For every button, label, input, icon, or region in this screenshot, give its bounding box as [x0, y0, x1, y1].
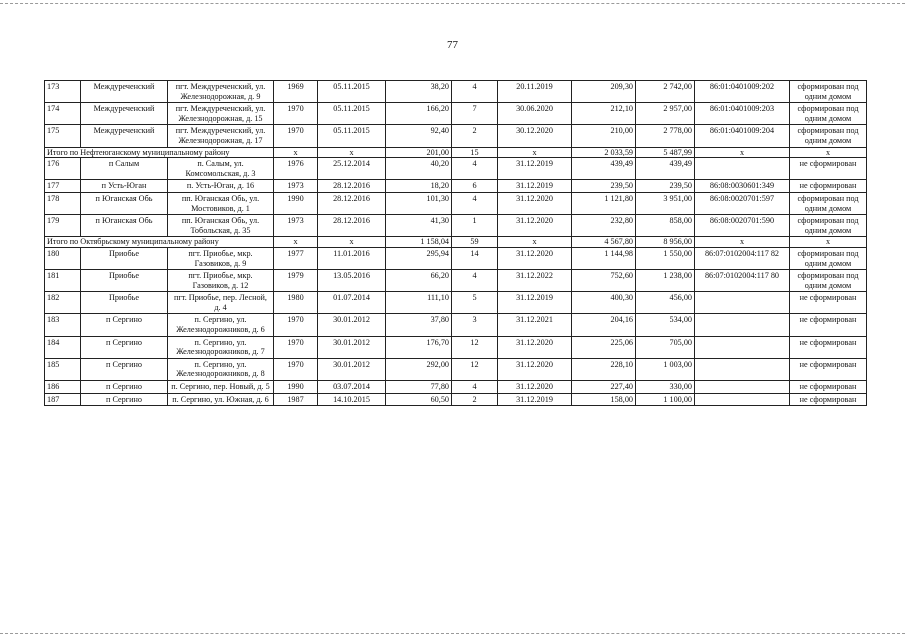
- table-cell: 6: [452, 180, 498, 193]
- table-cell: 177: [45, 180, 81, 193]
- table-row: [45, 381, 867, 394]
- table-row: [45, 81, 867, 103]
- table-cell: 225,06: [572, 336, 636, 358]
- table-cell: 179: [45, 215, 81, 237]
- table-cell: 175: [45, 125, 81, 147]
- table-cell: не сформирован: [790, 180, 867, 193]
- table-cell: 111,10: [386, 292, 452, 314]
- scan-edge-top: [0, 3, 905, 5]
- table-cell: не сформирован: [790, 381, 867, 394]
- table-cell: 31.12.2021: [498, 314, 572, 336]
- table-row: [45, 247, 867, 269]
- table-cell: 292,00: [386, 358, 452, 380]
- table-row: [45, 270, 867, 292]
- table-row: [45, 103, 867, 125]
- table-cell: [695, 358, 790, 380]
- table-cell: 1 238,00: [636, 270, 695, 292]
- table-cell: 180: [45, 247, 81, 269]
- table-cell: [695, 158, 790, 180]
- table-cell: [695, 336, 790, 358]
- table-cell: 30.01.2012: [318, 336, 386, 358]
- table-cell: 31.12.2020: [498, 336, 572, 358]
- table-cell: 86:08:0020701:590: [695, 215, 790, 237]
- table-cell: 295,94: [386, 247, 452, 269]
- table-cell: 534,00: [636, 314, 695, 336]
- table-cell: 1973: [274, 180, 318, 193]
- table-row: [45, 393, 867, 406]
- table-cell: 92,40: [386, 125, 452, 147]
- table-cell: 31.12.2022: [498, 270, 572, 292]
- table-cell: 2: [452, 393, 498, 406]
- subtotal-cell: х: [695, 147, 790, 158]
- table-cell: 12: [452, 358, 498, 380]
- table-cell: [695, 314, 790, 336]
- table-row: [45, 358, 867, 380]
- table-cell: 187: [45, 393, 81, 406]
- table-cell: 28.12.2016: [318, 192, 386, 214]
- table-cell: Приобье: [81, 270, 168, 292]
- table-cell: п Сергино: [81, 314, 168, 336]
- table-cell: 176: [45, 158, 81, 180]
- table-cell: 101,30: [386, 192, 452, 214]
- housing-register-table: [44, 80, 867, 406]
- table-cell: 4: [452, 381, 498, 394]
- subtotal-cell: х: [318, 237, 386, 248]
- table-cell: 86:01:0401009:203: [695, 103, 790, 125]
- subtotal-label: Итого по Октябрьскому муниципальному району: [45, 237, 274, 248]
- table-cell: не сформирован: [790, 358, 867, 380]
- table-cell: 858,00: [636, 215, 695, 237]
- subtotal-cell: 59: [452, 237, 498, 248]
- table-cell: сформирован под одним домом: [790, 192, 867, 214]
- table-cell: 2: [452, 125, 498, 147]
- table-cell: 86:01:0401009:202: [695, 81, 790, 103]
- table-cell: п Сергино: [81, 336, 168, 358]
- table-cell: 1 121,80: [572, 192, 636, 214]
- table-cell: 4: [452, 158, 498, 180]
- table-cell: 173: [45, 81, 81, 103]
- table-cell: 86:07:0102004:117 80: [695, 270, 790, 292]
- table-cell: 1970: [274, 314, 318, 336]
- table-cell: 31.12.2019: [498, 393, 572, 406]
- table-cell: п Юганская Обь: [81, 192, 168, 214]
- table-cell: 239,50: [572, 180, 636, 193]
- subtotal-cell: х: [695, 237, 790, 248]
- table-cell: 4: [452, 81, 498, 103]
- scan-edge-bottom: [0, 633, 905, 635]
- table-cell: 14: [452, 247, 498, 269]
- table-row: [45, 125, 867, 147]
- table-cell: 439,49: [572, 158, 636, 180]
- subtotal-cell: 4 567,80: [572, 237, 636, 248]
- table-cell: 3: [452, 314, 498, 336]
- subtotal-cell: х: [498, 147, 572, 158]
- table-row: [45, 215, 867, 237]
- table-cell: сформирован под одним домом: [790, 247, 867, 269]
- subtotal-cell: х: [790, 147, 867, 158]
- table-cell: 184: [45, 336, 81, 358]
- table-cell: пп. Юганская Обь, ул. Мостовиков, д. 1: [168, 192, 274, 214]
- table-cell: 31.12.2020: [498, 247, 572, 269]
- table-cell: не сформирован: [790, 393, 867, 406]
- table-cell: сформирован под одним домом: [790, 81, 867, 103]
- table-row: [45, 180, 867, 193]
- subtotal-label: Итого по Нефтеюганскому муниципальному району: [45, 147, 274, 158]
- table-cell: 37,80: [386, 314, 452, 336]
- table-cell: 210,00: [572, 125, 636, 147]
- subtotal-cell: х: [790, 237, 867, 248]
- table-cell: 752,60: [572, 270, 636, 292]
- table-cell: 86:01:0401009:204: [695, 125, 790, 147]
- table-cell: Междуреченский: [81, 81, 168, 103]
- table-cell: 86:08:0020701:597: [695, 192, 790, 214]
- table-cell: 18,20: [386, 180, 452, 193]
- table-cell: 182: [45, 292, 81, 314]
- subtotal-cell: 15: [452, 147, 498, 158]
- table-cell: 31.12.2020: [498, 192, 572, 214]
- table-cell: 30.12.2020: [498, 125, 572, 147]
- table-cell: 1 003,00: [636, 358, 695, 380]
- table-cell: 456,00: [636, 292, 695, 314]
- table-cell: 03.07.2014: [318, 381, 386, 394]
- subtotal-cell: х: [274, 147, 318, 158]
- table-cell: не сформирован: [790, 314, 867, 336]
- table-cell: сформирован под одним домом: [790, 270, 867, 292]
- page-number: 77: [447, 39, 458, 51]
- table-cell: 1973: [274, 215, 318, 237]
- table-cell: сформирован под одним домом: [790, 103, 867, 125]
- table-cell: 05.11.2015: [318, 125, 386, 147]
- table-cell: 1 550,00: [636, 247, 695, 269]
- table-cell: не сформирован: [790, 292, 867, 314]
- table-cell: 239,50: [636, 180, 695, 193]
- table-cell: 176,70: [386, 336, 452, 358]
- table-cell: 1976: [274, 158, 318, 180]
- table-cell: 1979: [274, 270, 318, 292]
- table-cell: п Сергино: [81, 393, 168, 406]
- table-cell: 1990: [274, 192, 318, 214]
- table-cell: пгт. Междуреченский, ул. Железнодорожная, д. 9: [168, 81, 274, 103]
- table-cell: 25.12.2014: [318, 158, 386, 180]
- table-cell: 1969: [274, 81, 318, 103]
- table-cell: 1970: [274, 358, 318, 380]
- table-cell: 31.12.2019: [498, 158, 572, 180]
- table-cell: 28.12.2016: [318, 215, 386, 237]
- table-row: [45, 158, 867, 180]
- table-cell: 204,16: [572, 314, 636, 336]
- table-body: [45, 81, 867, 406]
- table-cell: 186: [45, 381, 81, 394]
- table-cell: 4: [452, 192, 498, 214]
- table-cell: 66,20: [386, 270, 452, 292]
- table-cell: 228,10: [572, 358, 636, 380]
- table-row: [45, 314, 867, 336]
- table-cell: 705,00: [636, 336, 695, 358]
- table-cell: Приобье: [81, 292, 168, 314]
- table-cell: п. Сергино, ул. Железнодорожников, д. 8: [168, 358, 274, 380]
- table-cell: 31.12.2019: [498, 292, 572, 314]
- table-cell: пгт. Приобье, пер. Лесной, д. 4: [168, 292, 274, 314]
- table-cell: п. Сергино, ул. Железнодорожников, д. 6: [168, 314, 274, 336]
- table-cell: 330,00: [636, 381, 695, 394]
- subtotal-cell: х: [274, 237, 318, 248]
- table-cell: 77,80: [386, 381, 452, 394]
- table-cell: 227,40: [572, 381, 636, 394]
- table-cell: сформирован под одним домом: [790, 215, 867, 237]
- table-cell: 86:07:0102004:117 82: [695, 247, 790, 269]
- table-cell: 7: [452, 103, 498, 125]
- table-cell: 2 778,00: [636, 125, 695, 147]
- table-row: [45, 292, 867, 314]
- table-cell: 31.12.2020: [498, 358, 572, 380]
- table-cell: пгт. Междуреченский, ул. Железнодорожная, д. 17: [168, 125, 274, 147]
- table-cell: [695, 381, 790, 394]
- subtotal-cell: 2 033,59: [572, 147, 636, 158]
- table-cell: 232,80: [572, 215, 636, 237]
- table-cell: не сформирован: [790, 158, 867, 180]
- table-cell: [695, 292, 790, 314]
- table-cell: 41,30: [386, 215, 452, 237]
- table-cell: 181: [45, 270, 81, 292]
- table-cell: 12: [452, 336, 498, 358]
- table-cell: не сформирован: [790, 336, 867, 358]
- table-cell: п Юганская Обь: [81, 215, 168, 237]
- table-cell: 1970: [274, 125, 318, 147]
- table-cell: 14.10.2015: [318, 393, 386, 406]
- table-cell: п Салым: [81, 158, 168, 180]
- subtotal-cell: 5 487,99: [636, 147, 695, 158]
- table-cell: п. Сергино, ул. Южная, д. 6: [168, 393, 274, 406]
- table-cell: 31.12.2020: [498, 215, 572, 237]
- table-cell: 1990: [274, 381, 318, 394]
- table-cell: пгт. Приобье, мкр. Газовиков, д. 12: [168, 270, 274, 292]
- table-cell: 1970: [274, 336, 318, 358]
- table-cell: 2 742,00: [636, 81, 695, 103]
- subtotal-row: [45, 147, 867, 158]
- table-cell: 4: [452, 270, 498, 292]
- table-cell: 05.11.2015: [318, 81, 386, 103]
- table-cell: 439,49: [636, 158, 695, 180]
- table-cell: 1 100,00: [636, 393, 695, 406]
- table-cell: п Сергино: [81, 381, 168, 394]
- subtotal-cell: 201,00: [386, 147, 452, 158]
- table-cell: 1987: [274, 393, 318, 406]
- table-cell: 174: [45, 103, 81, 125]
- table-cell: п. Салым, ул. Комсомольская, д. 3: [168, 158, 274, 180]
- table-cell: 212,10: [572, 103, 636, 125]
- table-cell: 1: [452, 215, 498, 237]
- table-cell: 166,20: [386, 103, 452, 125]
- table-cell: 40,20: [386, 158, 452, 180]
- table-cell: пгт. Приобье, мкр. Газовиков, д. 9: [168, 247, 274, 269]
- table-cell: [695, 393, 790, 406]
- table-cell: 1 144,98: [572, 247, 636, 269]
- subtotal-row: [45, 237, 867, 248]
- table-cell: пп. Юганская Обь, ул. Тобольская, д. 35: [168, 215, 274, 237]
- table-cell: 185: [45, 358, 81, 380]
- subtotal-cell: х: [318, 147, 386, 158]
- table-cell: 60,50: [386, 393, 452, 406]
- table-cell: 158,00: [572, 393, 636, 406]
- table-cell: 11.01.2016: [318, 247, 386, 269]
- table-cell: 30.06.2020: [498, 103, 572, 125]
- table-cell: пгт. Междуреченский, ул. Железнодорожная, д. 15: [168, 103, 274, 125]
- table-cell: сформирован под одним домом: [790, 125, 867, 147]
- table-cell: 1970: [274, 103, 318, 125]
- table-cell: 183: [45, 314, 81, 336]
- table-cell: 3 951,00: [636, 192, 695, 214]
- table-cell: 1980: [274, 292, 318, 314]
- table-cell: 209,30: [572, 81, 636, 103]
- table-cell: 13.05.2016: [318, 270, 386, 292]
- table-row: [45, 336, 867, 358]
- table-cell: 30.01.2012: [318, 314, 386, 336]
- subtotal-cell: 8 956,00: [636, 237, 695, 248]
- table-cell: п. Сергино, ул. Железнодорожников, д. 7: [168, 336, 274, 358]
- table-cell: Междуреченский: [81, 103, 168, 125]
- table-cell: 31.12.2020: [498, 381, 572, 394]
- table-cell: 28.12.2016: [318, 180, 386, 193]
- table-cell: 178: [45, 192, 81, 214]
- table-cell: 20.11.2019: [498, 81, 572, 103]
- table-cell: п. Усть-Юган, д. 16: [168, 180, 274, 193]
- table-cell: 31.12.2019: [498, 180, 572, 193]
- subtotal-cell: 1 158,04: [386, 237, 452, 248]
- table-cell: 2 957,00: [636, 103, 695, 125]
- table-row: [45, 192, 867, 214]
- table-cell: 400,30: [572, 292, 636, 314]
- table-cell: Междуреченский: [81, 125, 168, 147]
- table-cell: п Сергино: [81, 358, 168, 380]
- table-cell: 1977: [274, 247, 318, 269]
- subtotal-cell: х: [498, 237, 572, 248]
- table-cell: 86:08:0030601:349: [695, 180, 790, 193]
- table-cell: 38,20: [386, 81, 452, 103]
- table-cell: 01.07.2014: [318, 292, 386, 314]
- table-cell: 5: [452, 292, 498, 314]
- table-cell: 05.11.2015: [318, 103, 386, 125]
- table-cell: п. Сергино, пер. Новый, д. 5: [168, 381, 274, 394]
- table-cell: 30.01.2012: [318, 358, 386, 380]
- table-cell: Приобье: [81, 247, 168, 269]
- table-cell: п Усть-Юган: [81, 180, 168, 193]
